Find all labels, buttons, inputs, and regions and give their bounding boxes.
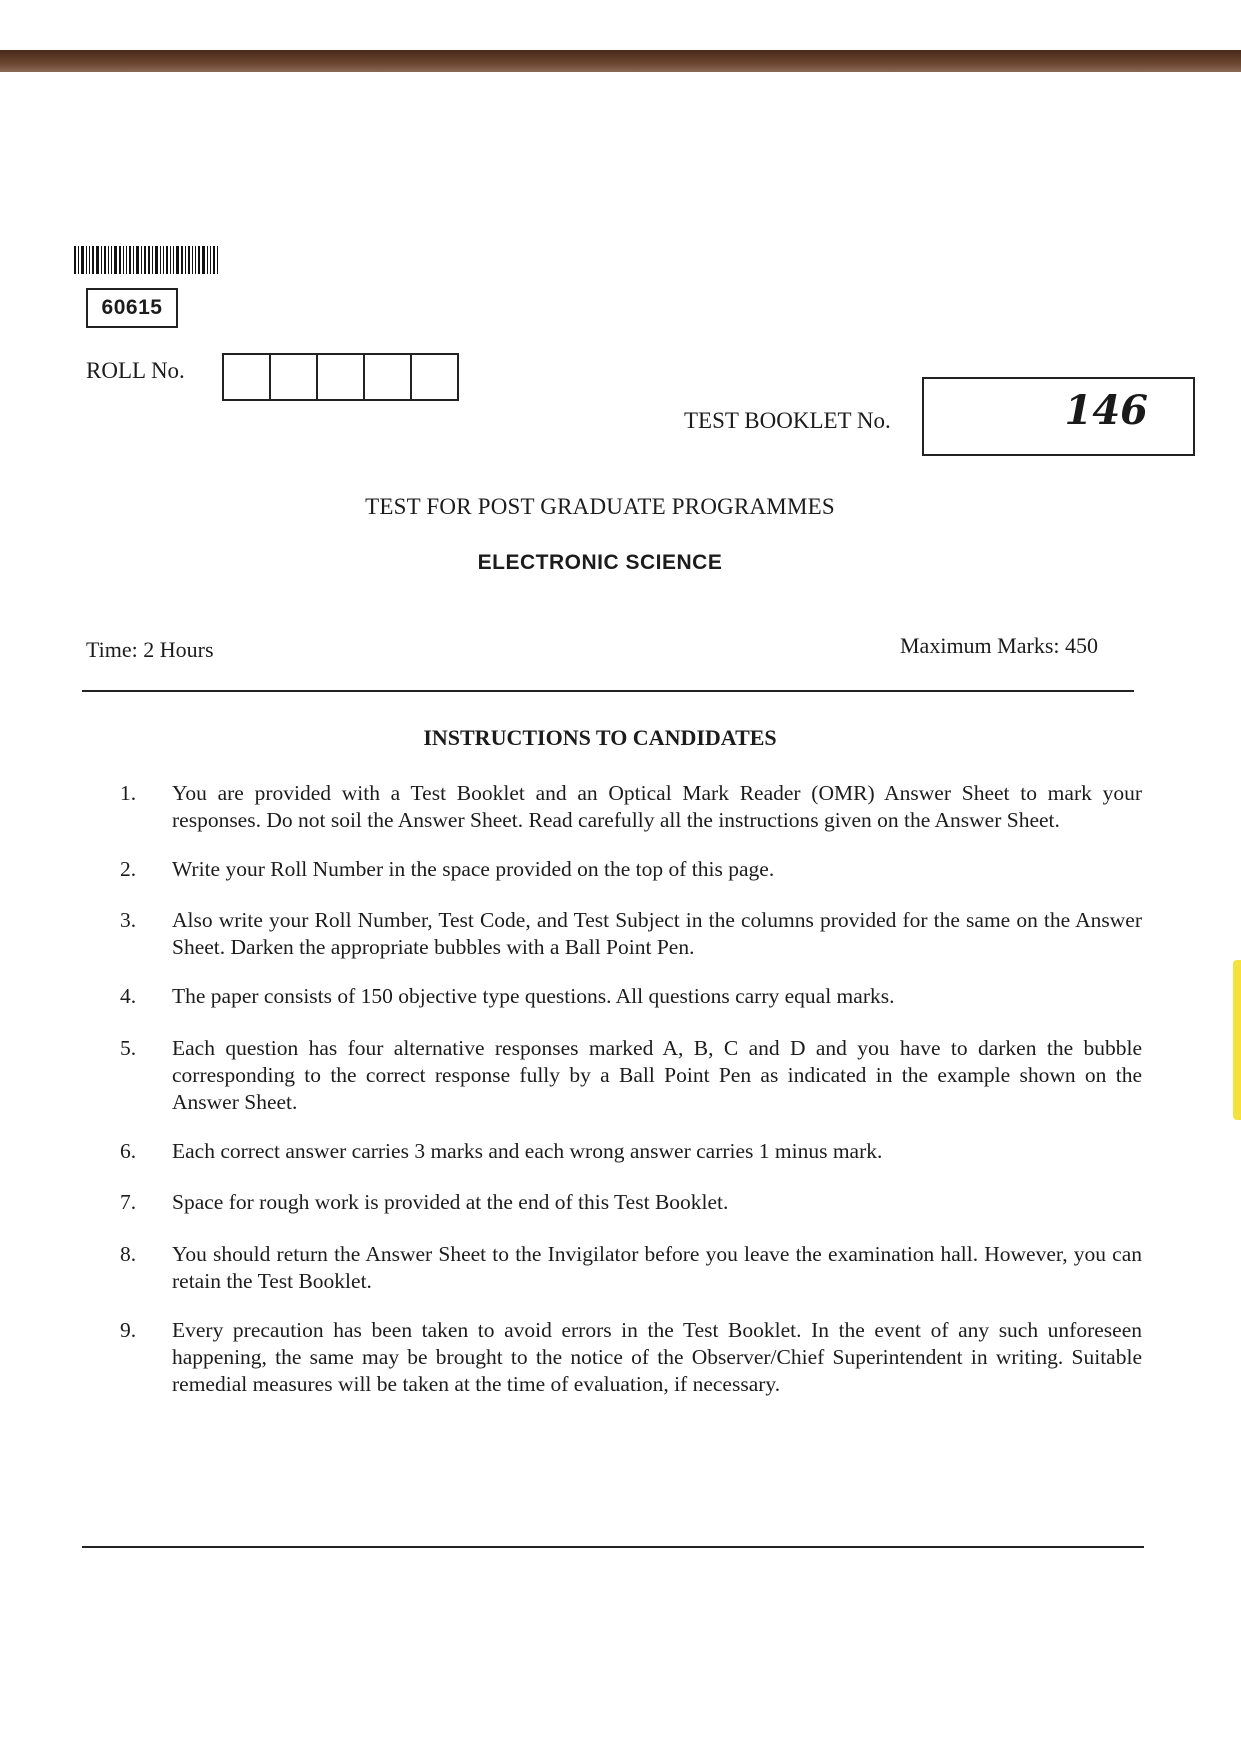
programme-title: TEST FOR POST GRADUATE PROGRAMMES xyxy=(365,494,835,519)
time-allowed: Time: 2 Hours xyxy=(86,637,214,662)
barcode-bar xyxy=(188,246,190,274)
item-text: Each correct answer carries 3 marks and each wrong answer carries 1 minus mark. xyxy=(172,1139,883,1163)
barcode-bar xyxy=(173,246,174,274)
barcode-bar xyxy=(141,246,142,274)
barcode-bar xyxy=(123,246,124,274)
instructions-heading: INSTRUCTIONS TO CANDIDATES xyxy=(423,725,777,750)
barcode-bar xyxy=(185,246,186,274)
barcode-bar xyxy=(210,246,211,274)
item-text: Write your Roll Number in the space provided on the top of this page. xyxy=(172,857,775,881)
instructions-list xyxy=(120,780,1142,1420)
paper-code: 60615 xyxy=(101,296,163,319)
list-item xyxy=(120,1035,1142,1116)
item-number: 5. xyxy=(120,1036,137,1060)
list-item xyxy=(120,907,1142,961)
barcode-bar xyxy=(148,246,150,274)
roll-digit-box[interactable] xyxy=(412,355,459,399)
barcode-bar xyxy=(207,246,208,274)
barcode-bar xyxy=(74,246,76,274)
roll-digit-box[interactable] xyxy=(271,355,318,399)
item-text: Each question has four alternative responses marked A, B, C and D and you have to darken the bubble corresponding to the correct response fully by a Ball Point Pen as indicated in the example shown on the Answer Sheet. xyxy=(172,1036,1142,1114)
barcode-bar xyxy=(170,246,171,274)
barcode-bar xyxy=(160,246,161,274)
booklet-number-box xyxy=(922,377,1195,456)
barcode-bar xyxy=(86,246,87,274)
list-item xyxy=(120,780,1142,834)
barcode-bar xyxy=(213,246,215,274)
item-text: Every precaution has been taken to avoid errors in the Test Booklet. In the event of any such unforeseen happening, the same may be brought to the notice of the Observer/Chief Superintendent in writing. Suitable remedial measures will be taken at the time of evaluation, if necessary. xyxy=(172,1318,1142,1396)
item-number: 9. xyxy=(120,1318,137,1342)
list-item xyxy=(120,1138,1142,1165)
barcode-bar xyxy=(176,246,179,274)
item-number: 7. xyxy=(120,1190,137,1214)
list-item xyxy=(120,1317,1142,1398)
item-number: 1. xyxy=(120,781,137,805)
barcode-bar xyxy=(133,246,134,274)
barcode-bar xyxy=(144,246,146,274)
barcode-bar xyxy=(129,246,131,274)
list-item xyxy=(120,1189,1142,1216)
barcode-bar xyxy=(92,246,94,274)
item-number: 4. xyxy=(120,984,137,1008)
roll-number-label: ROLL No. xyxy=(86,358,185,383)
list-item xyxy=(120,856,1142,883)
barcode-bar xyxy=(136,246,139,274)
list-item xyxy=(120,1241,1142,1295)
barcode xyxy=(74,246,237,274)
roll-digit-box[interactable] xyxy=(365,355,412,399)
barcode-bar xyxy=(89,246,90,274)
item-number: 2. xyxy=(120,857,137,881)
list-item xyxy=(120,983,1142,1010)
barcode-bar xyxy=(202,246,205,274)
subject-title: ELECTRONIC SCIENCE xyxy=(477,551,723,574)
barcode-bar xyxy=(96,246,99,274)
barcode-bar xyxy=(163,246,164,274)
barcode-bar xyxy=(192,246,193,274)
barcode-bar xyxy=(81,246,84,274)
scan-side-mark xyxy=(1233,960,1241,1120)
item-text: You should return the Answer Sheet to the Invigilator before you leave the examination hall. However, you can retain the Test Booklet. xyxy=(172,1242,1142,1293)
divider-top xyxy=(82,690,1134,692)
item-number: 3. xyxy=(120,908,137,932)
item-number: 8. xyxy=(120,1242,137,1266)
maximum-marks: Maximum Marks: 450 xyxy=(900,633,1098,658)
barcode-bar xyxy=(78,246,79,274)
roll-number-boxes[interactable] xyxy=(222,353,459,401)
item-text: Also write your Roll Number, Test Code, and Test Subject in the columns provided for the same on the Answer Sheet. Darken the appropriate bubbles with a Ball Point Pen. xyxy=(172,908,1142,959)
barcode-bar xyxy=(152,246,153,274)
booklet-number-label: TEST BOOKLET No. xyxy=(684,408,891,433)
scan-top-edge xyxy=(0,50,1241,72)
booklet-number: 146 xyxy=(1064,387,1148,434)
item-text: You are provided with a Test Booklet and an Optical Mark Reader (OMR) Answer Sheet to mark your responses. Do not soil the Answer Sheet. Read carefully all the instructions given on the Answer Sheet. xyxy=(172,781,1142,832)
divider-bottom xyxy=(82,1546,1144,1548)
barcode-bar xyxy=(119,246,121,274)
barcode-bar xyxy=(195,246,196,274)
barcode-bar xyxy=(111,246,112,274)
item-number: 6. xyxy=(120,1139,137,1163)
paper-code-box xyxy=(86,288,178,328)
barcode-bar xyxy=(104,246,106,274)
barcode-bar xyxy=(108,246,109,274)
barcode-bar xyxy=(126,246,127,274)
barcode-bar xyxy=(114,246,117,274)
barcode-bar xyxy=(155,246,158,274)
barcode-bar xyxy=(181,246,183,274)
barcode-bar xyxy=(198,246,200,274)
item-text: The paper consists of 150 objective type questions. All questions carry equal marks. xyxy=(172,984,895,1008)
barcode-bar xyxy=(101,246,102,274)
item-text: Space for rough work is provided at the end of this Test Booklet. xyxy=(172,1190,729,1214)
roll-digit-box[interactable] xyxy=(318,355,365,399)
barcode-bar xyxy=(217,246,218,274)
roll-digit-box[interactable] xyxy=(224,355,271,399)
barcode-bar xyxy=(166,246,168,274)
